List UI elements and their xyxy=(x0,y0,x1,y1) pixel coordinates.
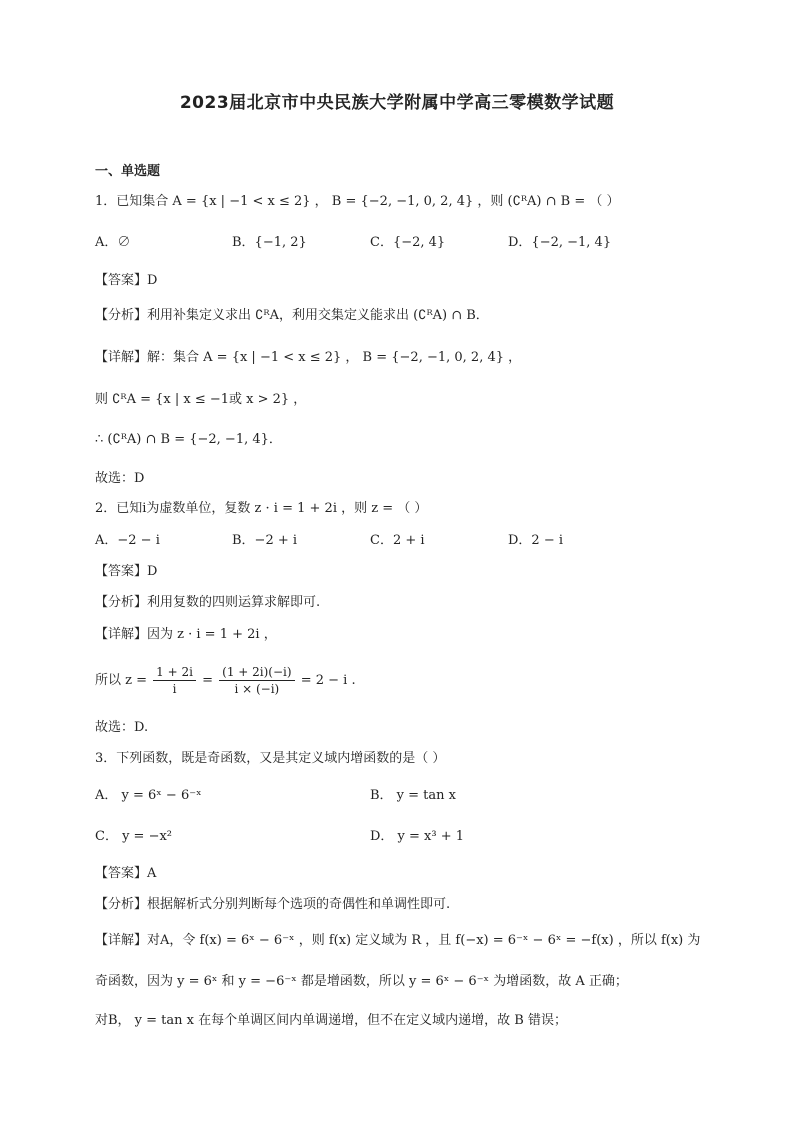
q3-option-a: A． y = 6ˣ − 6⁻ˣ xyxy=(95,788,202,803)
q2-analysis-line xyxy=(95,594,320,612)
q3-detail-line-3: 对B， y = tan x 在每个单调区间内单调递增，但不在定义域内递增，故 B 错误； xyxy=(95,1013,567,1028)
q3-analysis-line xyxy=(95,896,450,914)
q1-option-d: D．{−2, −1, 4} xyxy=(508,235,612,250)
q3-detail-line-2: 奇函数，因为 y = 6ˣ 和 y = −6⁻ˣ 都是增函数，所以 y = 6ˣ − 6⁻ˣ 为增函数，故 A 正确； xyxy=(95,974,628,989)
q1-option-b: B．{−1, 2} xyxy=(232,235,307,250)
q3-detail-line-1 xyxy=(95,932,700,950)
q1-detail-line-2: 则 ∁ᴿA = {x | x ≤ −1或 x > 2} ， xyxy=(95,392,307,407)
q2-answer: D xyxy=(147,564,158,579)
q2-detail-equation xyxy=(95,664,356,698)
q1-analysis: 利用补集定义求出 ∁ᴿA，利用交集定义能求出 (∁ᴿA) ∩ B． xyxy=(147,308,489,323)
q2-option-b: B．−2 + i xyxy=(232,533,298,548)
q2-detail-result: = 2 − i . xyxy=(300,673,356,688)
q1-answer-line xyxy=(95,272,157,290)
section-heading: 一、单选题 xyxy=(95,164,161,179)
fraction-2-numerator: (1 + 2i)(−i) xyxy=(219,664,294,681)
q3-option-b: B． y = tan x xyxy=(370,788,456,803)
q1-detail-1: 解：集合 A = {x | −1 < x ≤ 2} ， B = {−2, −1, 0, 2, 4} ， xyxy=(147,350,522,365)
q2-option-a: A．−2 − i xyxy=(95,533,160,548)
q3-answer: A xyxy=(147,866,157,881)
q3-analysis: 根据解析式分别判断每个选项的奇偶性和单调性即可. xyxy=(147,897,451,912)
q1-detail-line-1 xyxy=(95,349,521,367)
q1-option-c: C．{−2, 4} xyxy=(370,235,446,250)
fraction-2-denominator: i × (−i) xyxy=(234,682,280,696)
q1-analysis-line xyxy=(95,307,489,325)
q1-detail-line-3: ∴ (∁ᴿA) ∩ B = {−2, −1, 4}． xyxy=(95,432,282,447)
q3-option-c: C． y = −x² xyxy=(95,829,173,844)
q1-stem: 1．已知集合 A = {x | −1 < x ≤ 2} ， B = {−2, −1, 0, 2, 4} ，则 (∁ᴿA) ∩ B = （ ） xyxy=(95,194,620,209)
fraction-1 xyxy=(153,664,196,697)
analysis-tag: 【分析】 xyxy=(95,595,148,610)
q1-option-a: A．∅ xyxy=(95,235,131,250)
q2-stem: 2．已知i为虚数单位，复数 z · i = 1 + 2i ，则 z = （ ） xyxy=(95,501,428,516)
fraction-1-denominator: i xyxy=(172,682,177,696)
answer-tag: 【答案】 xyxy=(95,273,148,288)
detail-tag: 【详解】 xyxy=(95,933,148,948)
q2-option-c: C．2 + i xyxy=(370,533,425,548)
q2-conclusion: 故选：D. xyxy=(95,720,149,735)
q1-answer: D xyxy=(147,273,158,288)
q2-detail-1: 因为 z · i = 1 + 2i ， xyxy=(147,627,277,642)
q2-answer-line xyxy=(95,563,157,581)
page-title: 2023届北京市中央民族大学附属中学高三零模数学试题 xyxy=(179,93,615,113)
answer-tag: 【答案】 xyxy=(95,866,148,881)
detail-tag: 【详解】 xyxy=(95,350,148,365)
q1-conclusion: 故选：D xyxy=(95,471,145,486)
q2-detail-so: 所以 z = xyxy=(95,673,148,688)
q2-option-d: D．2 − i xyxy=(508,533,564,548)
analysis-tag: 【分析】 xyxy=(95,308,148,323)
fraction-1-numerator: 1 + 2i xyxy=(153,664,196,681)
q3-stem: 3．下列函数，既是奇函数，又是其定义域内增函数的是（ ） xyxy=(95,751,446,766)
analysis-tag: 【分析】 xyxy=(95,897,148,912)
answer-tag: 【答案】 xyxy=(95,564,148,579)
fraction-2 xyxy=(219,664,294,697)
q3-option-d: D． y = x³ + 1 xyxy=(370,829,465,844)
q2-analysis: 利用复数的四则运算求解即可. xyxy=(147,595,321,610)
detail-tag: 【详解】 xyxy=(95,627,148,642)
q3-answer-line xyxy=(95,865,156,883)
q3-detail-1: 对A，令 f(x) = 6ˣ − 6⁻ˣ ，则 f(x) 定义域为 R ，且 f(−x) = 6⁻ˣ − 6ˣ = −f(x) ，所以 f(x) 为 xyxy=(147,933,701,948)
q2-detail-line-1 xyxy=(95,626,277,644)
equals-sign: = xyxy=(202,673,213,688)
